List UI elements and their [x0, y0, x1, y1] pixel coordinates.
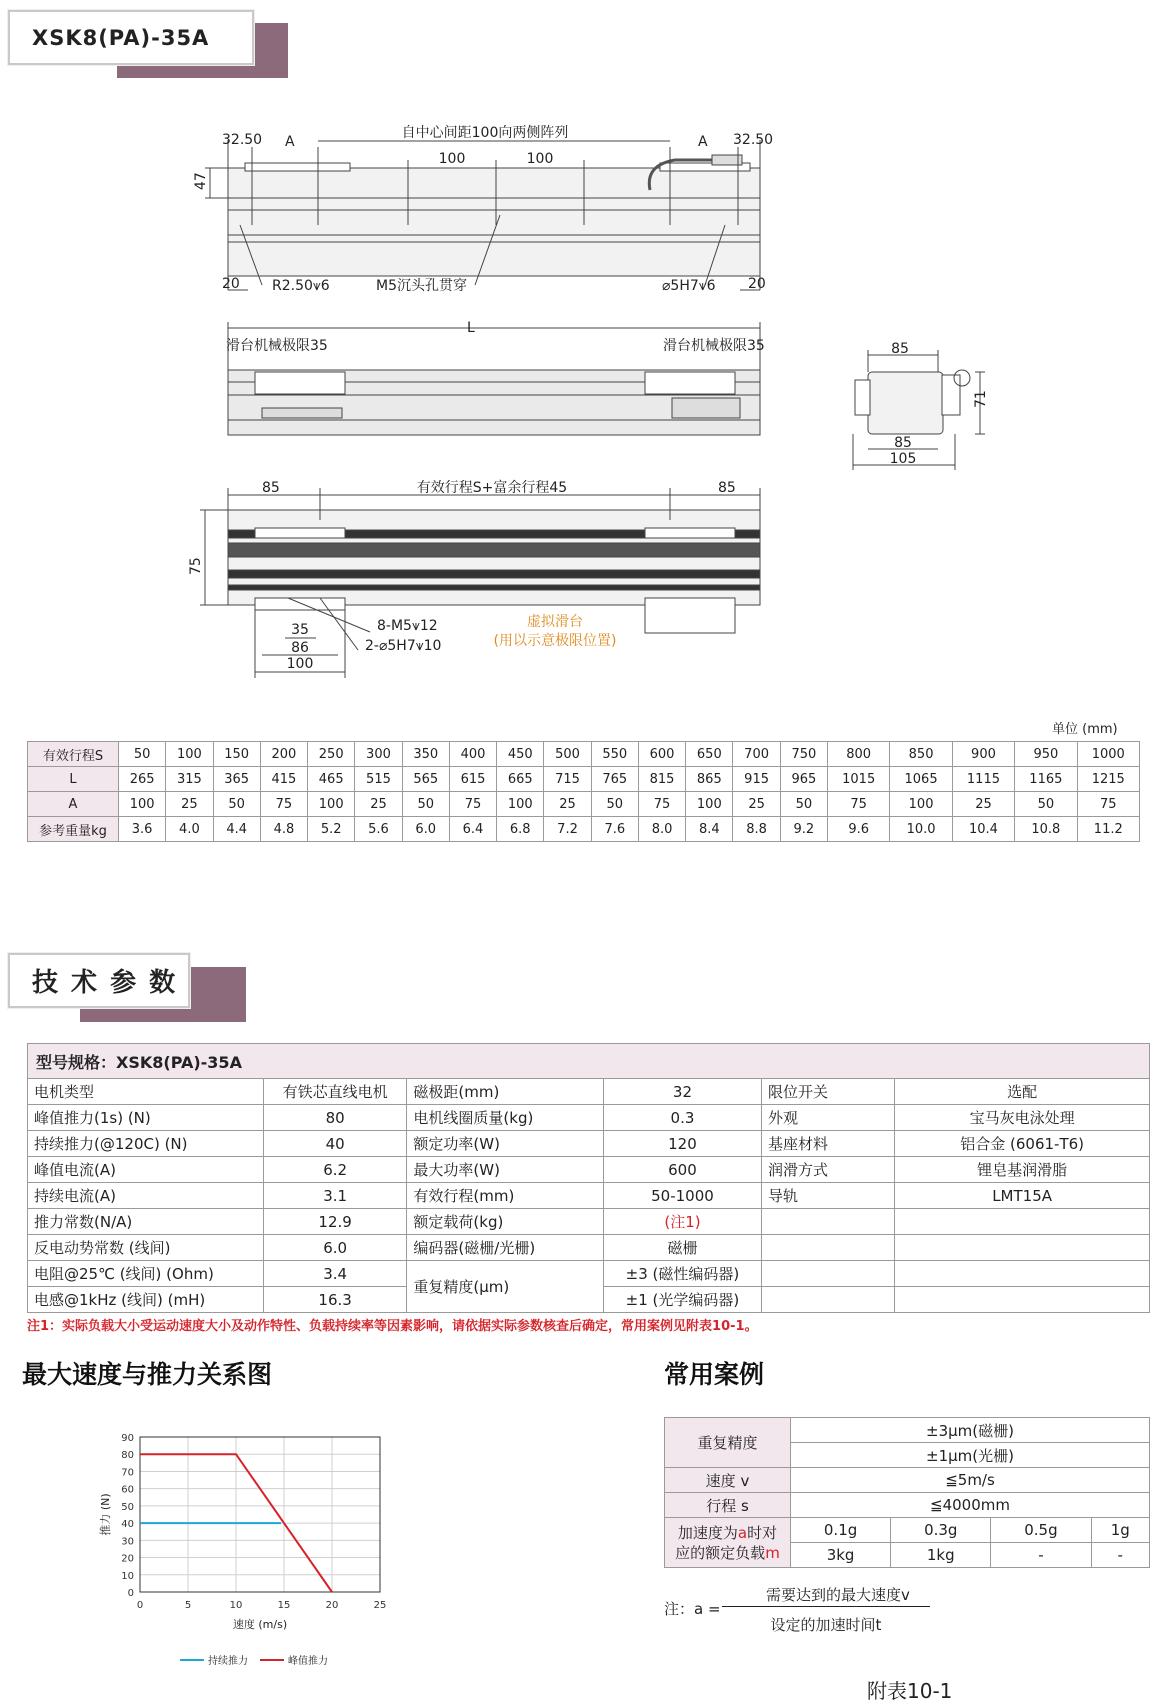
- dim-row-label: 参考重量kg: [28, 817, 119, 842]
- holes-pin: 2-⌀5H7⩛10: [365, 638, 442, 654]
- x-tick-label: 10: [229, 1600, 243, 1611]
- dim-cell: 300: [355, 742, 402, 767]
- spec-cell: 电阻@25℃ (线间) (Ohm): [28, 1261, 264, 1287]
- dim-cell: 7.6: [591, 817, 638, 842]
- stroke-value: ≦4000mm: [791, 1493, 1150, 1518]
- dim-cell: 4.8: [260, 817, 307, 842]
- cases-title: 常用案例: [664, 1360, 765, 1389]
- dim-row: [28, 817, 1140, 842]
- spec-cell: 限位开关: [762, 1079, 895, 1105]
- spec-cell: 有效行程(mm): [407, 1183, 604, 1209]
- dim-cell: 365: [213, 767, 260, 792]
- spec-note: 注1：实际负载大小受运动速度大小及动作特性、负载持续率等因素影响，请依据实际参数核查后确定，常用案例见附表10-1。: [27, 1319, 758, 1334]
- spec-cell: 额定功率(W): [407, 1131, 604, 1157]
- y-tick-label: 80: [121, 1450, 134, 1462]
- spec-cell: [762, 1261, 895, 1287]
- dim-cell: 100: [686, 792, 733, 817]
- edge-right-20: 20: [748, 276, 766, 292]
- dim-cell: 100: [166, 742, 213, 767]
- spec-cell: 峰值推力(1s) (N): [28, 1105, 264, 1131]
- load-cell: -: [991, 1543, 1091, 1568]
- top-view-body: [228, 168, 760, 276]
- dim-cell: 100: [308, 792, 355, 817]
- spec-cell: LMT15A: [895, 1183, 1150, 1209]
- dim-cell: 700: [733, 742, 780, 767]
- spec-cell: 润滑方式: [762, 1157, 895, 1183]
- dim-cell: 50: [119, 742, 166, 767]
- dim-cell: 4.4: [213, 817, 260, 842]
- dim-100: 100: [286, 656, 314, 672]
- dim-cell: 8.0: [638, 817, 685, 842]
- y-axis-label: 推力 (N): [99, 1493, 112, 1536]
- spec-row: [28, 1183, 1150, 1209]
- x-tick-label: 25: [373, 1600, 387, 1611]
- spec-cell: 6.2: [263, 1157, 407, 1183]
- spec-cell: 16.3: [263, 1287, 407, 1313]
- dim-row-label: L: [28, 767, 119, 792]
- dim-cell: 100: [890, 792, 952, 817]
- load-label-2b: m: [765, 1543, 780, 1562]
- y-tick-label: 10: [121, 1570, 134, 1582]
- spec-cell: 6.0: [263, 1235, 407, 1261]
- spec-cell: 80: [263, 1105, 407, 1131]
- dim-cell: 665: [497, 767, 544, 792]
- spec-cell: 重复精度(μm): [407, 1261, 604, 1313]
- hole-r: R2.50⩛6: [272, 278, 330, 294]
- dim-cell: 650: [686, 742, 733, 767]
- dim-cell: 25: [355, 792, 402, 817]
- dim-cell: 7.2: [544, 817, 591, 842]
- spec-cell: ±1 (光学编码器): [603, 1287, 761, 1313]
- spec-cell: [895, 1209, 1150, 1235]
- dim-cell: 400: [449, 742, 496, 767]
- accel-cell: 1g: [1091, 1518, 1149, 1543]
- y-tick-label: 30: [121, 1536, 134, 1548]
- dim-cell: 900: [952, 742, 1014, 767]
- plan-stroke: 有效行程S+富余行程45: [416, 480, 568, 496]
- dim-86: 86: [291, 640, 309, 656]
- spec-cell: 宝马灰电泳处理: [895, 1105, 1150, 1131]
- spec-row: [28, 1079, 1150, 1105]
- spec-row: [28, 1157, 1150, 1183]
- dim-cell: 75: [638, 792, 685, 817]
- dim-cell: 1000: [1077, 742, 1139, 767]
- dim-cell: 75: [1077, 792, 1139, 817]
- dim-cell: 500: [544, 742, 591, 767]
- speed-label: 速度 v: [665, 1468, 791, 1493]
- x-tick-label: 0: [136, 1600, 144, 1611]
- virtual-slider: 虚拟滑台: [527, 614, 583, 630]
- spec-cell: 额定载荷(kg): [407, 1209, 604, 1235]
- load-label-1b: a: [737, 1523, 748, 1542]
- dim-cell: 550: [591, 742, 638, 767]
- stroke-label: 行程 s: [665, 1493, 791, 1518]
- hole-pin: ⌀5H7⩛6: [662, 278, 716, 294]
- spec-cell: 有铁芯直线电机: [263, 1079, 407, 1105]
- load-cell: 1kg: [891, 1543, 991, 1568]
- speed-value: ≦5m/s: [791, 1468, 1150, 1493]
- end-height-71: 71: [973, 390, 989, 408]
- spec-row: [28, 1105, 1150, 1131]
- spec-cell: [762, 1287, 895, 1313]
- spec-cell: 选配: [895, 1079, 1150, 1105]
- dim-row-label: 有效行程S: [28, 742, 119, 767]
- dim-cell: 750: [780, 742, 827, 767]
- speed-force-chart: [95, 1415, 455, 1670]
- dim-cell: 800: [827, 742, 889, 767]
- spec-cell: 600: [603, 1157, 761, 1183]
- dim-row: [28, 767, 1140, 792]
- dim-cell: 25: [952, 792, 1014, 817]
- formula-prefix: 注：a =: [664, 1600, 721, 1618]
- spec-cell: 磁极距(mm): [407, 1079, 604, 1105]
- spec-cell: ±3 (磁性编码器): [603, 1261, 761, 1287]
- dim-cell: 715: [544, 767, 591, 792]
- y-tick-label: 60: [121, 1484, 134, 1496]
- unit-label: 单位 (mm): [1052, 722, 1118, 737]
- dim-left-32: 32.50: [222, 132, 263, 148]
- spec-cell: 外观: [762, 1105, 895, 1131]
- height-47: 47: [193, 172, 209, 190]
- spec-cell: 锂皂基润滑脂: [895, 1157, 1150, 1183]
- dim-cell: 50: [591, 792, 638, 817]
- dim-cell: 50: [1015, 792, 1077, 817]
- dim-cell: 10.4: [952, 817, 1014, 842]
- tech-title: 技 术 参 数: [8, 953, 190, 1008]
- end-top-85: 85: [891, 341, 909, 357]
- load-label-2a: 应的额定负载: [675, 1543, 766, 1562]
- dimension-table: [27, 741, 1140, 842]
- dim-cell: 9.2: [780, 817, 827, 842]
- length-l: L: [467, 320, 475, 336]
- dim-cell: 100: [497, 792, 544, 817]
- dim-cell: 565: [402, 767, 449, 792]
- limit-left: 滑台机械极限35: [226, 338, 328, 354]
- dim-35: 35: [291, 622, 309, 638]
- dim-cell: 10.0: [890, 817, 952, 842]
- spec-cell: 0.3: [603, 1105, 761, 1131]
- x-tick-label: 15: [277, 1600, 291, 1611]
- hole-m5: M5沉头孔贯穿: [376, 278, 467, 294]
- dim-cell: 1115: [952, 767, 1014, 792]
- pitch-1: 100: [438, 151, 466, 167]
- dim-cell: 5.2: [308, 817, 355, 842]
- speed-title: 最大速度与推力关系图: [22, 1360, 273, 1389]
- legend-label: 持续推力: [208, 1656, 248, 1667]
- spec-row: [28, 1209, 1150, 1235]
- spec-cell: 120: [603, 1131, 761, 1157]
- dim-cell: 6.4: [449, 817, 496, 842]
- repeat-1: ±3μm(磁栅): [791, 1418, 1150, 1443]
- dim-cell: 1015: [827, 767, 889, 792]
- spec-cell: 最大功率(W): [407, 1157, 604, 1183]
- dim-cell: 3.6: [119, 817, 166, 842]
- spec-cell: [762, 1235, 895, 1261]
- repeat-label: 重复精度: [665, 1418, 791, 1468]
- load-cell: 3kg: [791, 1543, 891, 1568]
- load-label-1a: 加速度为: [677, 1523, 738, 1542]
- dim-cell: 100: [119, 792, 166, 817]
- dim-cell: 265: [119, 767, 166, 792]
- dim-cell: 75: [260, 792, 307, 817]
- end-bottom-85: 85: [894, 435, 912, 451]
- dim-cell: 4.0: [166, 817, 213, 842]
- formula-denominator: 设定的加速时间t: [770, 1616, 882, 1634]
- spec-row: [28, 1235, 1150, 1261]
- y-tick-label: 50: [121, 1501, 134, 1513]
- dim-cell: 350: [402, 742, 449, 767]
- dim-cell: 25: [733, 792, 780, 817]
- dim-cell: 1065: [890, 767, 952, 792]
- dim-cell: 50: [213, 792, 260, 817]
- dim-cell: 25: [544, 792, 591, 817]
- spec-cell: 12.9: [263, 1209, 407, 1235]
- dim-row-label: A: [28, 792, 119, 817]
- spec-cell: 32: [603, 1079, 761, 1105]
- spec-cell: (注1): [603, 1209, 761, 1235]
- y-tick-label: 90: [121, 1433, 134, 1444]
- spec-cell: 持续推力(@120C) (N): [28, 1131, 264, 1157]
- spec-cell: 峰值电流(A): [28, 1157, 264, 1183]
- formula-bar: [722, 1606, 930, 1607]
- spec-cell: 铝合金 (6061-T6): [895, 1131, 1150, 1157]
- repeat-2: ±1μm(光栅): [791, 1443, 1150, 1468]
- dim-cell: 415: [260, 767, 307, 792]
- dim-cell: 965: [780, 767, 827, 792]
- dim-cell: 1215: [1077, 767, 1139, 792]
- dim-right-32: 32.50: [733, 132, 774, 148]
- y-tick-label: 40: [121, 1519, 134, 1531]
- dim-cell: 815: [638, 767, 685, 792]
- dim-cell: 25: [166, 792, 213, 817]
- virtual-note: (用以示意极限位置): [493, 633, 617, 649]
- dim-cell: 75: [827, 792, 889, 817]
- dim-cell: 915: [733, 767, 780, 792]
- holes-m5: 8-M5⩛12: [377, 618, 438, 634]
- spec-cell: 3.1: [263, 1183, 407, 1209]
- x-axis-label: 速度 (m/s): [232, 1618, 288, 1631]
- spec-cell: 反电动势常数 (线间): [28, 1235, 264, 1261]
- end-view-body: [868, 372, 943, 434]
- dim-cell: 315: [166, 767, 213, 792]
- spec-header: 型号规格：XSK8(PA)-35A: [28, 1044, 1150, 1079]
- spec-cell: 3.4: [263, 1261, 407, 1287]
- dim-cell: 515: [355, 767, 402, 792]
- spec-cell: 电感@1kHz (线间) (mH): [28, 1287, 264, 1313]
- dim-cell: 250: [308, 742, 355, 767]
- plan-right-85: 85: [718, 480, 736, 496]
- dim-cell: 450: [497, 742, 544, 767]
- y-tick-label: 20: [121, 1553, 134, 1565]
- dim-cell: 50: [402, 792, 449, 817]
- dim-cell: 765: [591, 767, 638, 792]
- spec-cell: [895, 1261, 1150, 1287]
- dim-cell: 865: [686, 767, 733, 792]
- spec-cell: 50-1000: [603, 1183, 761, 1209]
- spec-row: [28, 1131, 1150, 1157]
- dim-cell: 200: [260, 742, 307, 767]
- dim-span: 自中心间距100向两侧阵列: [401, 125, 569, 141]
- formula-numerator: 需要达到的最大速度v: [766, 1586, 910, 1604]
- spec-cell: 编码器(磁栅/光栅): [407, 1235, 604, 1261]
- pitch-2: 100: [526, 151, 554, 167]
- dim-row: [28, 742, 1140, 767]
- dim-cell: 465: [308, 767, 355, 792]
- dim-cell: 950: [1015, 742, 1077, 767]
- dim-cell: 1165: [1015, 767, 1077, 792]
- plan-left-85: 85: [262, 480, 280, 496]
- accel-cell: 0.3g: [891, 1518, 991, 1543]
- load-label-1c: 时对: [747, 1523, 778, 1542]
- spec-row: [28, 1261, 1150, 1287]
- y-tick-label: 70: [121, 1467, 134, 1479]
- load-cell: -: [1091, 1543, 1149, 1568]
- y-tick-label: 0: [127, 1588, 134, 1599]
- spec-cell: 40: [263, 1131, 407, 1157]
- dim-cell: 615: [449, 767, 496, 792]
- x-tick-label: 20: [325, 1600, 339, 1611]
- spec-cell: [895, 1287, 1150, 1313]
- dim-a-right: A: [698, 134, 708, 150]
- dim-cell: 8.4: [686, 817, 733, 842]
- spec-cell: 基座材料: [762, 1131, 895, 1157]
- dim-cell: 50: [780, 792, 827, 817]
- dim-cell: 11.2: [1077, 817, 1139, 842]
- dim-cell: 150: [213, 742, 260, 767]
- model-title: XSK8(PA)-35A: [8, 10, 254, 65]
- dim-cell: 6.0: [402, 817, 449, 842]
- spec-cell: 推力常数(N/A): [28, 1209, 264, 1235]
- plan-height-75: 75: [188, 557, 204, 575]
- dim-cell: 6.8: [497, 817, 544, 842]
- load-label: [665, 1518, 791, 1568]
- spec-cell: [762, 1209, 895, 1235]
- accel-cell: 0.5g: [991, 1518, 1091, 1543]
- dim-cell: 5.6: [355, 817, 402, 842]
- cases-table: [664, 1417, 1150, 1568]
- end-bottom-105: 105: [889, 451, 917, 467]
- dim-cell: 600: [638, 742, 685, 767]
- dim-cell: 850: [890, 742, 952, 767]
- dim-a-left: A: [285, 134, 295, 150]
- spec-cell: 持续电流(A): [28, 1183, 264, 1209]
- edge-left-20: 20: [222, 276, 240, 292]
- dim-cell: 9.6: [827, 817, 889, 842]
- spec-cell: 电机线圈质量(kg): [407, 1105, 604, 1131]
- x-tick-label: 5: [184, 1600, 192, 1611]
- spec-cell: 电机类型: [28, 1079, 264, 1105]
- dim-cell: 75: [449, 792, 496, 817]
- spec-cell: 导轨: [762, 1183, 895, 1209]
- dim-row: [28, 792, 1140, 817]
- footer-label: 附表10-1: [867, 1679, 953, 1703]
- spec-cell: [895, 1235, 1150, 1261]
- spec-cell: 磁栅: [603, 1235, 761, 1261]
- technical-drawing: [0, 110, 1170, 700]
- dim-cell: 10.8: [1015, 817, 1077, 842]
- limit-right: 滑台机械极限35: [663, 338, 765, 354]
- dim-cell: 8.8: [733, 817, 780, 842]
- accel-cell: 0.1g: [791, 1518, 891, 1543]
- legend-label: 峰值推力: [288, 1656, 328, 1667]
- plot-frame: [140, 1437, 380, 1592]
- spec-table: [27, 1043, 1150, 1313]
